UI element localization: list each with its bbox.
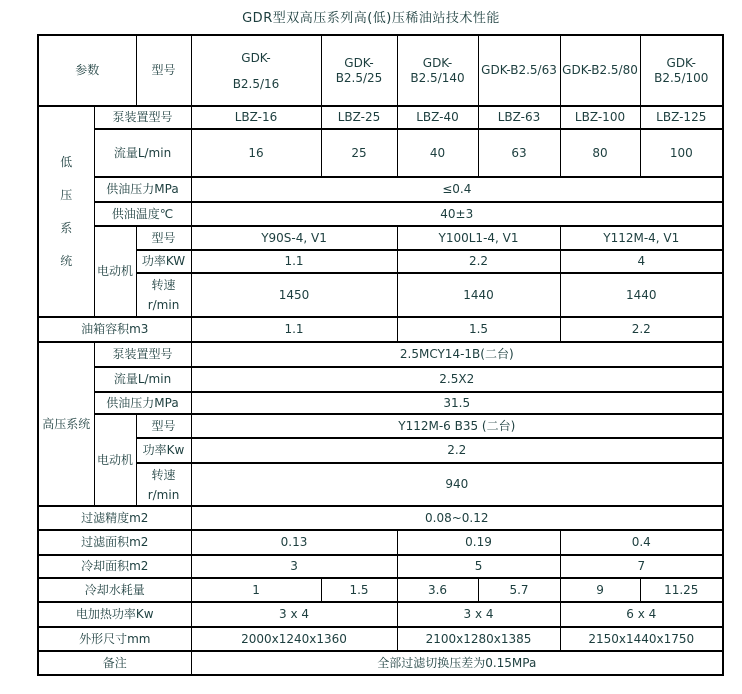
row-high-motor-speed [38,463,723,506]
row-low-oil-temp [38,202,723,226]
row-tank-volume [38,317,723,342]
value-cell: 1 [191,578,321,602]
value-cell: LBZ-63 [478,106,560,129]
group-low-pressure [38,106,94,317]
value-cell: LBZ-16 [191,106,321,129]
row-cooling-water [38,578,723,602]
row-heating-power [38,602,723,627]
label-high-motor-power: 功率Kw [136,438,191,463]
value-cell: Y112M-4, V1 [560,226,723,250]
group-high-pressure: 高压系统 [38,342,94,506]
value-cell: 1440 [397,273,560,317]
header-row [38,35,723,106]
value-cell: 3 x 4 [191,602,397,627]
value-cell: 5 [397,555,560,578]
label-low-motor-speed-line1: 转速 [151,278,176,292]
value-cell: 全部过滤切换压差为0.15MPa [191,651,723,675]
header-param: 参数 [38,35,136,106]
row-low-flow [38,129,723,177]
label-high-pump-model: 泵装置型号 [94,342,191,367]
row-high-oil-pressure [38,392,723,414]
value-cell: 100 [640,129,723,177]
label-high-flow: 流量L/min [94,367,191,392]
label-low-motor-power: 功率KW [136,250,191,273]
value-cell: 11.25 [640,578,723,602]
value-cell: 2.2 [560,317,723,342]
row-high-motor-model [38,414,723,438]
value-cell: 16 [191,129,321,177]
value-cell: 80 [560,129,640,177]
row-dimensions [38,627,723,651]
header-model-16-line1: GDK- [241,50,271,65]
value-cell: 3 x 4 [397,602,560,627]
value-cell: LBZ-125 [640,106,723,129]
value-cell: 2000x1240x1360 [191,627,397,651]
value-cell: 2.2 [397,250,560,273]
value-cell: 1440 [560,273,723,317]
label-dimensions: 外形尺寸mm [38,627,191,651]
value-cell: ≤0.4 [191,177,723,202]
label-high-motor-speed-line2: r/min [147,487,180,502]
row-low-pump-model [38,106,723,129]
value-cell: 1.1 [191,317,397,342]
value-cell: 2.5MCY14-1B(二台) [191,342,723,367]
value-cell: 0.08~0.12 [191,506,723,530]
header-model-25: GDK-B2.5/25 [321,35,397,106]
value-cell: 0.19 [397,530,560,555]
value-cell: 1.5 [397,317,560,342]
row-high-pump-model [38,342,723,367]
value-cell: 1.1 [191,250,397,273]
header-model-80: GDK-B2.5/80 [560,35,640,106]
value-cell: 40±3 [191,202,723,226]
row-low-motor-speed [38,273,723,317]
label-low-oil-pressure: 供油压力MPa [94,177,191,202]
page-title: GDR型双高压系列高(低)压稀油站技术性能 [242,11,500,26]
value-cell: 3.6 [397,578,478,602]
label-low-oil-temp: 供油温度℃ [94,202,191,226]
value-cell: 0.13 [191,530,397,555]
value-cell: 25 [321,129,397,177]
group-low-pressure-label: 低压系统 [60,154,73,268]
row-filter-precision [38,506,723,530]
label-filter-area: 过滤面积m2 [38,530,191,555]
row-filter-area [38,530,723,555]
value-cell: 2100x1280x1385 [397,627,560,651]
row-remark [38,651,723,675]
value-cell: 2.5X2 [191,367,723,392]
header-model-63: GDK-B2.5/63 [478,35,560,106]
group-high-motor: 电动机 [94,414,136,506]
label-low-flow: 流量L/min [94,129,191,177]
label-cooling-area: 冷却面积m2 [38,555,191,578]
row-high-motor-power [38,438,723,463]
row-low-oil-pressure [38,177,723,202]
value-cell: 63 [478,129,560,177]
header-model: 型号 [136,35,191,106]
value-cell: Y100L1-4, V1 [397,226,560,250]
value-cell: Y90S-4, V1 [191,226,397,250]
value-cell: 940 [191,463,723,506]
value-cell: 0.4 [560,530,723,555]
label-low-motor-speed-line2: r/min [147,298,180,312]
value-cell: 2150x1440x1750 [560,627,723,651]
value-cell: LBZ-40 [397,106,478,129]
value-cell: 1.5 [321,578,397,602]
value-cell: 2.2 [191,438,723,463]
label-high-motor-speed [136,463,191,506]
label-remark: 备注 [38,651,191,675]
header-model-100: GDK-B2.5/100 [640,35,723,106]
row-low-motor-model [38,226,723,250]
value-cell: 5.7 [478,578,560,602]
row-low-motor-power [38,250,723,273]
value-cell: 3 [191,555,397,578]
value-cell: 40 [397,129,478,177]
value-cell: 6 x 4 [560,602,723,627]
value-cell: 31.5 [191,392,723,414]
label-filter-precision: 过滤精度m2 [38,506,191,530]
header-model-140: GDK-B2.5/140 [397,35,478,106]
value-cell: 7 [560,555,723,578]
value-cell: LBZ-25 [321,106,397,129]
header-model-16 [191,35,321,106]
label-low-motor-speed [136,273,191,317]
row-cooling-area [38,555,723,578]
label-high-motor-speed-line1: 转速 [151,467,176,482]
label-tank-volume: 油箱容积m3 [38,317,191,342]
spec-table [37,34,724,676]
label-high-oil-pressure: 供油压力MPa [94,392,191,414]
value-cell: 9 [560,578,640,602]
value-cell: LBZ-100 [560,106,640,129]
value-cell: Y112M-6 B35 (二台) [191,414,723,438]
label-cooling-water: 冷却水耗量 [38,578,191,602]
header-model-16-line2: B2.5/16 [232,76,280,91]
label-low-pump-model: 泵装置型号 [94,106,191,129]
label-high-motor-model: 型号 [136,414,191,438]
row-high-flow [38,367,723,392]
label-heating-power: 电加热功率Kw [38,602,191,627]
label-low-motor-model: 型号 [136,226,191,250]
group-low-motor: 电动机 [94,226,136,317]
value-cell: 4 [560,250,723,273]
value-cell: 1450 [191,273,397,317]
